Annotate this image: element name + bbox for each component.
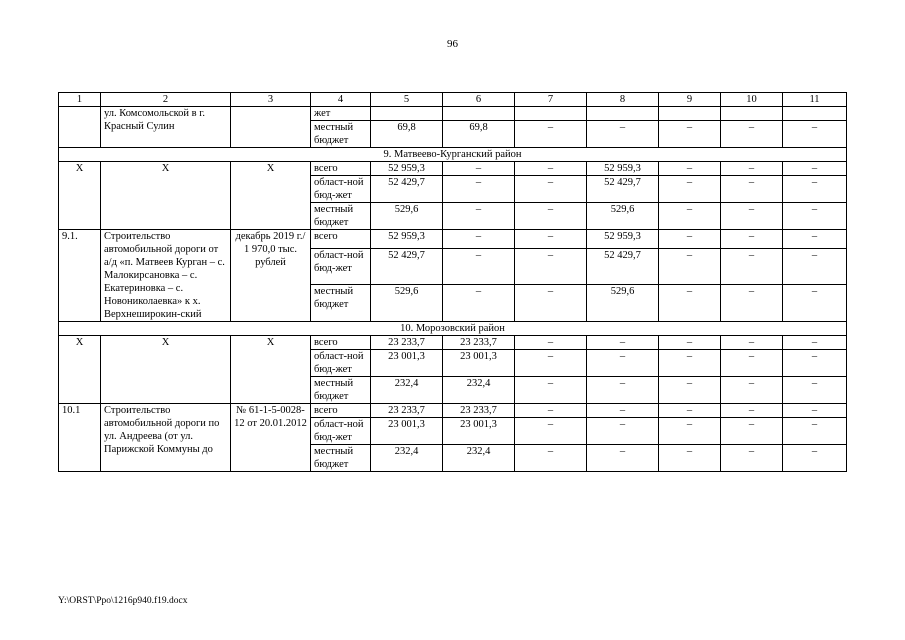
cell-value: 529,6 — [371, 203, 443, 230]
cell-value: – — [443, 203, 515, 230]
cell-source: всего — [311, 404, 371, 418]
header-cell: 10 — [721, 93, 783, 107]
cell-value: – — [587, 404, 659, 418]
cell-value: – — [783, 418, 847, 445]
cell-value: – — [659, 248, 721, 285]
cell-value: 52 429,7 — [371, 176, 443, 203]
cell-doc — [231, 107, 311, 148]
cell-source: област-ной бюд-жет — [311, 350, 371, 377]
section-title: 9. Матвеево-Курганский район — [59, 148, 847, 162]
cell-value — [371, 107, 443, 121]
cell-value: – — [721, 336, 783, 350]
cell-value: – — [659, 230, 721, 249]
cell-value: – — [515, 445, 587, 472]
cell-source: област-ной бюд-жет — [311, 176, 371, 203]
cell-value: – — [721, 176, 783, 203]
cell-value: – — [783, 230, 847, 249]
cell-value: – — [659, 285, 721, 322]
cell-value: – — [443, 230, 515, 249]
cell-value: – — [783, 176, 847, 203]
cell-value: – — [721, 418, 783, 445]
cell-object-name: Строительство автомобильной дороги по ул. Андреева (от ул. Парижской Коммуны до — [101, 404, 231, 472]
header-cell: 4 — [311, 93, 371, 107]
cell-number: 9.1. — [59, 230, 101, 322]
cell-value — [515, 107, 587, 121]
cell-source: местный бюджет — [311, 121, 371, 148]
cell-value: 23 001,3 — [371, 350, 443, 377]
cell-value: 23 233,7 — [443, 336, 515, 350]
cell-source: местный бюджет — [311, 445, 371, 472]
cell-value: – — [587, 121, 659, 148]
table-body — [59, 93, 847, 472]
cell-value: 23 001,3 — [443, 350, 515, 377]
budget-table — [58, 92, 847, 472]
cell-value: – — [721, 404, 783, 418]
cell-value: – — [515, 418, 587, 445]
cell-source: жет — [311, 107, 371, 121]
table-row — [59, 336, 847, 350]
cell-value: – — [659, 350, 721, 377]
header-cell: 8 — [587, 93, 659, 107]
cell-value: 52 959,3 — [371, 230, 443, 249]
cell-source: всего — [311, 162, 371, 176]
cell-number: Х — [59, 162, 101, 230]
header-cell: 6 — [443, 93, 515, 107]
cell-source: местный бюджет — [311, 377, 371, 404]
header-row — [59, 93, 847, 107]
cell-value: 23 233,7 — [371, 336, 443, 350]
cell-value: – — [515, 121, 587, 148]
cell-value — [721, 107, 783, 121]
cell-value: – — [587, 336, 659, 350]
cell-source: област-ной бюд-жет — [311, 248, 371, 285]
cell-value — [783, 107, 847, 121]
cell-value: 52 959,3 — [587, 230, 659, 249]
section-row — [59, 322, 847, 336]
cell-source: всего — [311, 230, 371, 249]
page-number: 96 — [447, 38, 458, 50]
cell-value: 529,6 — [587, 203, 659, 230]
cell-value: – — [659, 162, 721, 176]
cell-doc: Х — [231, 162, 311, 230]
cell-value: – — [659, 377, 721, 404]
table-row — [59, 230, 847, 249]
cell-value: – — [515, 230, 587, 249]
cell-value: – — [515, 377, 587, 404]
cell-value: – — [721, 230, 783, 249]
cell-value: 529,6 — [587, 285, 659, 322]
cell-value: – — [587, 377, 659, 404]
cell-value: 23 233,7 — [443, 404, 515, 418]
cell-value: – — [443, 285, 515, 322]
header-cell: 9 — [659, 93, 721, 107]
cell-value: – — [659, 336, 721, 350]
cell-value: – — [783, 445, 847, 472]
header-cell: 1 — [59, 93, 101, 107]
cell-value: – — [721, 285, 783, 322]
header-cell: 11 — [783, 93, 847, 107]
cell-number — [59, 107, 101, 148]
cell-value: 232,4 — [443, 377, 515, 404]
table-row — [59, 107, 847, 121]
cell-value: – — [515, 404, 587, 418]
cell-value: – — [659, 404, 721, 418]
cell-number: Х — [59, 336, 101, 404]
cell-value: – — [721, 203, 783, 230]
cell-value: 52 429,7 — [371, 248, 443, 285]
cell-value: – — [783, 377, 847, 404]
cell-value: – — [783, 285, 847, 322]
cell-value — [587, 107, 659, 121]
cell-value: – — [443, 176, 515, 203]
cell-doc: № 61-1-5-0028-12 от 20.01.2012 — [231, 404, 311, 472]
cell-value: 52 429,7 — [587, 176, 659, 203]
cell-value: 23 001,3 — [443, 418, 515, 445]
table-row — [59, 404, 847, 418]
cell-source: местный бюджет — [311, 285, 371, 322]
cell-value: – — [659, 121, 721, 148]
cell-value: – — [515, 176, 587, 203]
table-row — [59, 162, 847, 176]
cell-value: 232,4 — [371, 445, 443, 472]
cell-value: – — [659, 445, 721, 472]
cell-value: 232,4 — [443, 445, 515, 472]
cell-source: област-ной бюд-жет — [311, 418, 371, 445]
header-cell: 5 — [371, 93, 443, 107]
cell-object-name: Х — [101, 162, 231, 230]
cell-value: – — [587, 418, 659, 445]
cell-value: – — [659, 176, 721, 203]
cell-value: – — [515, 350, 587, 377]
cell-value: – — [783, 162, 847, 176]
cell-object-name: Х — [101, 336, 231, 404]
cell-value: – — [587, 350, 659, 377]
file-path-footer: Y:\ORST\Ppo\1216p940.f19.docx — [58, 596, 188, 606]
cell-value: – — [721, 248, 783, 285]
cell-object-name: ул. Комсомольской в г. Красный Сулин — [101, 107, 231, 148]
cell-value: 69,8 — [443, 121, 515, 148]
cell-value: – — [515, 336, 587, 350]
cell-value: – — [783, 203, 847, 230]
cell-value: – — [659, 418, 721, 445]
header-cell: 7 — [515, 93, 587, 107]
cell-value: – — [783, 248, 847, 285]
cell-value: – — [515, 203, 587, 230]
cell-value: – — [783, 336, 847, 350]
cell-source: местный бюджет — [311, 203, 371, 230]
cell-value: 232,4 — [371, 377, 443, 404]
cell-value: – — [721, 162, 783, 176]
cell-value — [443, 107, 515, 121]
cell-value: – — [443, 162, 515, 176]
cell-value: 52 959,3 — [371, 162, 443, 176]
cell-value: – — [515, 162, 587, 176]
cell-value: – — [587, 445, 659, 472]
cell-value: – — [659, 203, 721, 230]
cell-value: – — [783, 350, 847, 377]
header-cell: 2 — [101, 93, 231, 107]
cell-doc: декабрь 2019 г./ 1 970,0 тыс. рублей — [231, 230, 311, 322]
cell-value: 529,6 — [371, 285, 443, 322]
cell-value: 52 429,7 — [587, 248, 659, 285]
cell-value: 23 001,3 — [371, 418, 443, 445]
cell-value: – — [515, 285, 587, 322]
cell-source: всего — [311, 336, 371, 350]
cell-value: 52 959,3 — [587, 162, 659, 176]
section-row — [59, 148, 847, 162]
cell-doc: Х — [231, 336, 311, 404]
cell-value: – — [721, 377, 783, 404]
cell-value: 69,8 — [371, 121, 443, 148]
header-cell: 3 — [231, 93, 311, 107]
cell-value: – — [783, 121, 847, 148]
cell-value: – — [443, 248, 515, 285]
cell-value: – — [721, 121, 783, 148]
cell-value: – — [721, 445, 783, 472]
cell-value: – — [783, 404, 847, 418]
cell-value: 23 233,7 — [371, 404, 443, 418]
section-title: 10. Морозовский район — [59, 322, 847, 336]
cell-object-name: Строительство автомобильной дороги от а/д «п. Матвеев Курган – с. Малокирсановка – с. Екатериновка – с. Новониколаевка» к х. Верхнеширокин-ский — [101, 230, 231, 322]
cell-value — [659, 107, 721, 121]
cell-number: 10.1 — [59, 404, 101, 472]
cell-value: – — [515, 248, 587, 285]
cell-value: – — [721, 350, 783, 377]
